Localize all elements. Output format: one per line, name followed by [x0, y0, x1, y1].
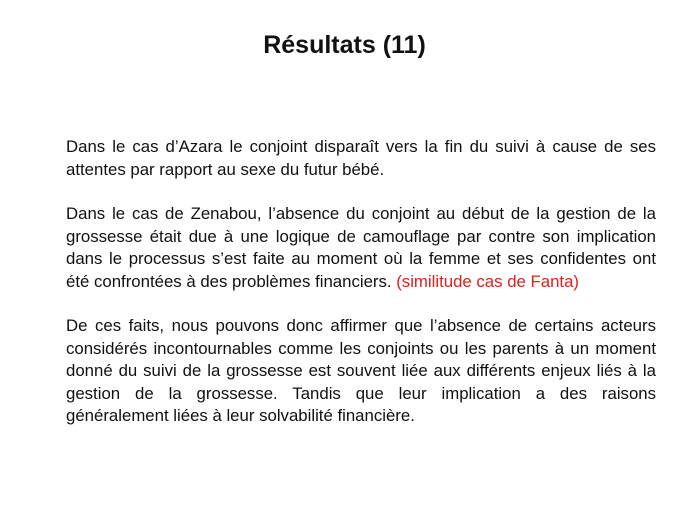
paragraph-conclusion — [66, 315, 656, 428]
paragraph-azara — [66, 136, 656, 181]
paragraph-azara-text: Dans le cas d’Azara le conjoint disparaît vers la fin du suivi à cause de ses attentes par rapport au sexe du futur bébé. — [66, 137, 656, 179]
paragraph-conclusion-text: De ces faits, nous pouvons donc affirmer que l’absence de certains acteurs considérés incontournables comme les conjoints ou les parents à un moment donné du suivi de la grossesse est souvent liée aux différents enjeux liés à la gestion de la grossesse. Tandis que leur implication a des raisons généralement liées à leur solvabilité financière. — [66, 316, 656, 425]
paragraph-zenabou-text: Dans le cas de Zenabou, l’absence du conjoint au début de la gestion de la grossesse était due à une logique de camouflage par contre son implication dans le processus s’est faite au moment où la femme et ses confidentes ont été confrontées à des problèmes financiers. — [66, 204, 656, 291]
fanta-reference-note: (similitude cas de Fanta) — [396, 271, 580, 291]
paragraph-zenabou — [66, 203, 656, 293]
slide-title: Résultats (11) — [263, 31, 426, 59]
slide-body — [66, 136, 656, 450]
